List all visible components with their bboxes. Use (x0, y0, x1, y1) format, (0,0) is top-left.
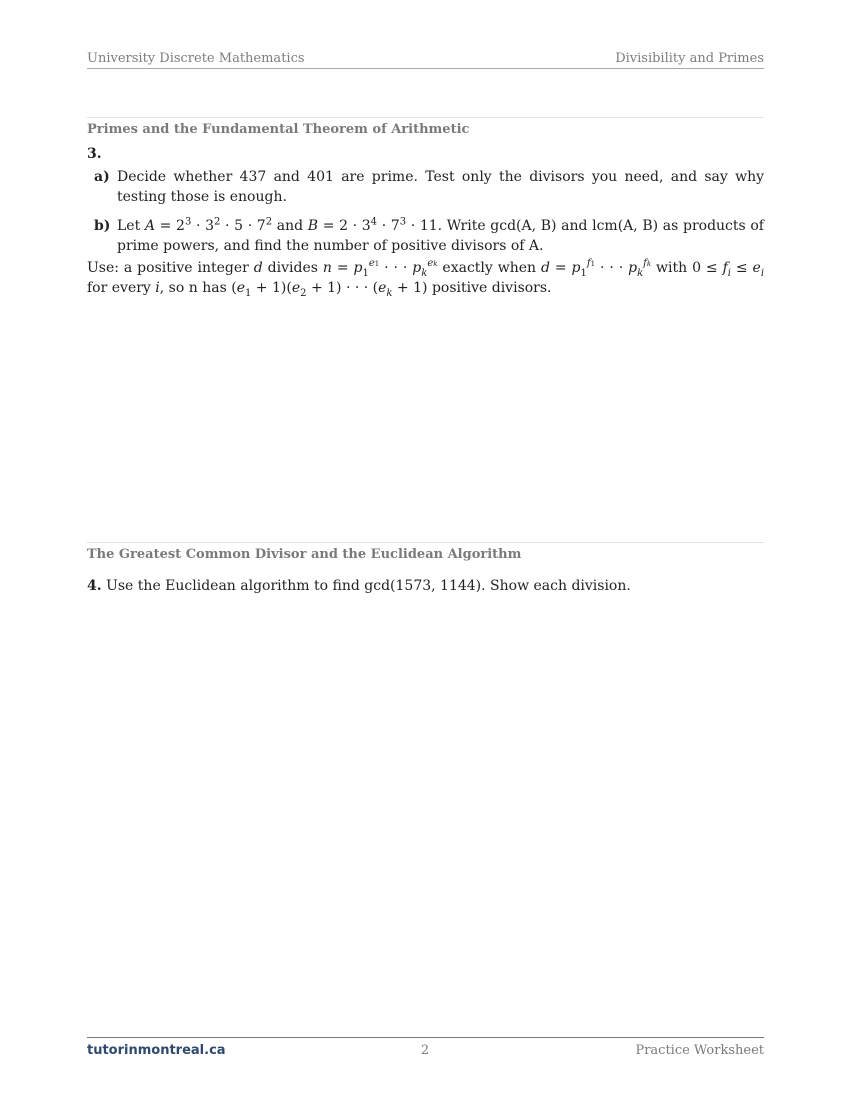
page-number: 2 (420, 1043, 430, 1058)
problem-part-a (87, 167, 764, 207)
section-title: The Greatest Common Divisor and the Euclidean Algorithm (87, 547, 522, 562)
problem-part-b (87, 216, 764, 256)
use-note: Use: a positive integer d divides $n = p_1^{e1}$ · · · $p_k^{ek}$ exactly when $d = p_1^{f1}$ · · · $p_k^{fk}$ with $0 \le f_i \le e_i$ for every i, so n has $(e_1 + 1)(e_2 + 1)$ · · · $(e_k + 1)$ positive divisors. (87, 258, 765, 299)
footer-site: tutorinmontreal.ca (87, 1043, 226, 1058)
header-topic: Divisibility and Primes (615, 51, 764, 66)
page-header (87, 50, 764, 69)
part-label: a) (94, 169, 110, 185)
problem-4 (87, 576, 764, 596)
section-title: Primes and the Fundamental Theorem of Arithmetic (87, 122, 470, 137)
problem-text: Use the Euclidean algorithm to find gcd(1573, 1144). Show each division. (106, 578, 631, 594)
header-course-title: University Discrete Mathematics (87, 51, 305, 66)
problem-number: 3. (87, 146, 102, 162)
footer-label: Practice Worksheet (635, 1043, 764, 1058)
part-text: Let $A = 2^3 \cdot 3^2 \cdot 5 \cdot 7^2$ and $B = 2 \cdot 3^4 \cdot 7^3 \cdot 11$. Write gcd(A, B) and lcm(A, B) as products of prime powers, and find the number of positive divisors of A. (117, 216, 764, 254)
footer-divider (87, 1037, 764, 1038)
section-divider (87, 542, 764, 543)
problem-number: 4. (87, 578, 102, 594)
part-label: b) (94, 218, 111, 234)
section-divider (87, 117, 764, 118)
part-text: Decide whether 437 and 401 are prime. Test only the divisors you need, and say why testing those is enough. (117, 169, 764, 205)
